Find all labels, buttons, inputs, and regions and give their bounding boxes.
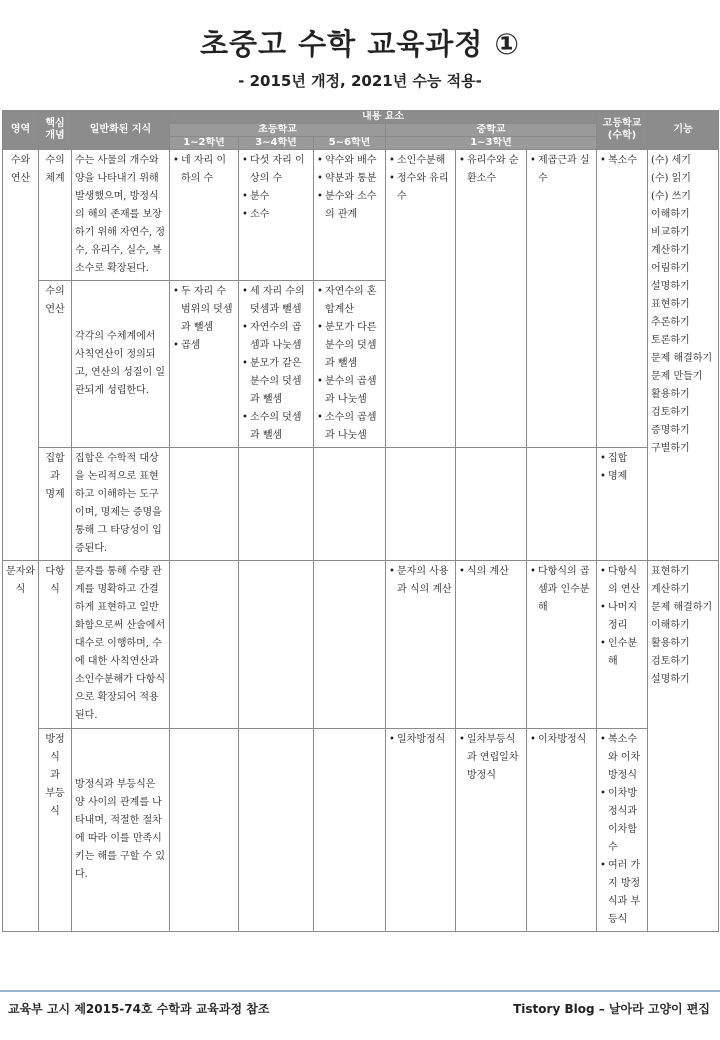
content-element-item: • 분모가 같은 분수의 덧셈과 뺄셈 bbox=[242, 355, 310, 409]
header-grade-5-6: 5~6학년 bbox=[314, 137, 386, 150]
grade-5-6-list bbox=[317, 152, 382, 224]
content-element-item: • 나머지 정리 bbox=[600, 599, 644, 635]
header-middle-grades: 1~3학년 bbox=[386, 137, 597, 150]
general-knowledge-cell: 문자를 통해 수량 관계를 명확하고 간결하게 표현하고 일반화함으로써 산술에서 대수로 이행하며, 수에 대한 사칙연산과 소인수분해가 다항식으로 확장되어 적용된다. bbox=[72, 561, 170, 729]
content-element-item: • 일차부등식과 연립일차방정식 bbox=[459, 731, 523, 785]
content-element-item: • 분수와 소수의 관계 bbox=[317, 188, 382, 224]
grade-3-4-list bbox=[242, 283, 310, 445]
content-element-item: • 약분과 통분 bbox=[317, 170, 382, 188]
content-element-item: • 명제 bbox=[600, 468, 644, 486]
content-element-item: • 분수 bbox=[242, 188, 310, 206]
footer-divider bbox=[0, 990, 720, 992]
concept-cell: 수의 연산 bbox=[39, 281, 72, 448]
concept-cell: 수의 체계 bbox=[39, 150, 72, 281]
function-item: 표현하기 bbox=[651, 566, 690, 577]
content-element-item: • 인수분해 bbox=[600, 635, 644, 671]
header-area: 영역 bbox=[3, 111, 39, 150]
function-item: 문제 해결하기 bbox=[651, 353, 713, 364]
function-item: 계산하기 bbox=[651, 584, 690, 595]
concept-cell: 방정식 과 부등식 bbox=[39, 729, 72, 932]
content-element-item: • 세 자리 수의 덧셈과 뺄셈 bbox=[242, 283, 310, 319]
content-element-item: • 이차방정식과 이차함수 bbox=[600, 785, 644, 857]
function-item: 검토하기 bbox=[651, 407, 690, 418]
content-element-item: • 곱셈 bbox=[173, 337, 235, 355]
function-list bbox=[651, 152, 715, 458]
content-element-item: • 분수의 곱셈과 나눗셈 bbox=[317, 373, 382, 409]
function-item: 구별하기 bbox=[651, 443, 690, 454]
content-element-item: • 집합 bbox=[600, 450, 644, 468]
function-list bbox=[651, 563, 715, 689]
content-element-item: • 일차방정식 bbox=[389, 731, 452, 749]
header-high-school: 고등학교 (수학) bbox=[597, 111, 648, 150]
concept-cell: 다항식 bbox=[39, 561, 72, 729]
middle-3-list bbox=[530, 563, 593, 617]
header-grade-3-4: 3~4학년 bbox=[239, 137, 314, 150]
function-item: 추론하기 bbox=[651, 317, 690, 328]
function-item: (수) 세기 bbox=[651, 155, 691, 166]
content-element-item: • 복소수 bbox=[600, 152, 644, 170]
function-item: (수) 읽기 bbox=[651, 173, 691, 184]
function-item: 어림하기 bbox=[651, 263, 690, 274]
concept-cell: 집합과 명제 bbox=[39, 448, 72, 561]
high-school-list bbox=[600, 563, 644, 671]
grade-5-6-list bbox=[317, 283, 382, 445]
middle-1-list bbox=[389, 152, 452, 206]
function-item: 계산하기 bbox=[651, 245, 690, 256]
high-school-list bbox=[600, 152, 644, 170]
content-element-item: • 제곱근과 실수 bbox=[530, 152, 593, 188]
table-row bbox=[3, 561, 719, 729]
function-item: 활용하기 bbox=[651, 638, 690, 649]
content-element-item: • 여러 가지 방정식과 부등식 bbox=[600, 857, 644, 929]
function-item: 비교하기 bbox=[651, 227, 690, 238]
content-element-item: • 다섯 자리 이상의 수 bbox=[242, 152, 310, 188]
middle-1-list bbox=[389, 731, 452, 749]
content-element-item: • 네 자리 이하의 수 bbox=[173, 152, 235, 188]
high-school-list bbox=[600, 450, 644, 486]
function-item: 설명하기 bbox=[651, 674, 690, 685]
function-item: 설명하기 bbox=[651, 281, 690, 292]
content-element-item: • 다항식의 곱셈과 인수분해 bbox=[530, 563, 593, 617]
table-row bbox=[3, 729, 719, 932]
middle-3-list bbox=[530, 152, 593, 188]
header-function: 기능 bbox=[648, 111, 719, 150]
table-row bbox=[3, 448, 719, 561]
content-element-item: • 문자의 사용과 식의 계산 bbox=[389, 563, 452, 599]
content-element-item: • 이차방정식 bbox=[530, 731, 593, 749]
header-elementary: 초등학교 bbox=[170, 124, 386, 137]
content-element-item: • 분모가 다른 분수의 덧셈과 뺄셈 bbox=[317, 319, 382, 373]
content-element-item: • 정수와 유리수 bbox=[389, 170, 452, 206]
footer-source: 교육부 고시 제2015-74호 수학과 교육과정 참조 bbox=[8, 1002, 270, 1016]
content-element-item: • 자연수의 혼합계산 bbox=[317, 283, 382, 319]
middle-2-list bbox=[459, 731, 523, 785]
header-general-knowledge: 일반화된 지식 bbox=[72, 111, 170, 150]
table-row bbox=[3, 150, 719, 281]
content-element-item: • 소수 bbox=[242, 206, 310, 224]
content-element-item: • 다항식의 연산 bbox=[600, 563, 644, 599]
function-item: 토론하기 bbox=[651, 335, 690, 346]
content-element-item: • 유리수와 순환소수 bbox=[459, 152, 523, 188]
function-item: 문제 해결하기 bbox=[651, 602, 713, 613]
general-knowledge-cell: 집합은 수학적 대상을 논리적으로 표현하고 이해하는 도구이며, 명제는 증명을 통해 그 타당성이 입증된다. bbox=[72, 448, 170, 561]
content-element-item: • 약수와 배수 bbox=[317, 152, 382, 170]
page-subtitle: - 2015년 개정, 2021년 수능 적용- bbox=[238, 72, 482, 90]
general-knowledge-cell: 방정식과 부등식은 양 사이의 관계를 나타내며, 적절한 절차에 따라 이를 만족시키는 해를 구할 수 있다. bbox=[72, 729, 170, 932]
content-element-item: • 복소수와 이차방정식 bbox=[600, 731, 644, 785]
page-title: 초중고 수학 교육과정 ① bbox=[200, 27, 520, 61]
header-middle: 중학교 bbox=[386, 124, 597, 137]
curriculum-table bbox=[2, 110, 719, 932]
header-content-elements: 내용 요소 bbox=[170, 111, 597, 124]
general-knowledge-cell: 수는 사물의 개수와 양을 나타내기 위해 발생했으며, 방정식의 해의 존재를 보장하기 위해 자연수, 정수, 유리수, 실수, 복소수로 확장된다. bbox=[72, 150, 170, 281]
middle-2-list bbox=[459, 563, 523, 581]
header-grade-1-2: 1~2학년 bbox=[170, 137, 239, 150]
content-element-item: • 소인수분해 bbox=[389, 152, 452, 170]
grade-1-2-list bbox=[173, 283, 235, 355]
function-item: 활용하기 bbox=[651, 389, 690, 400]
grade-3-4-list bbox=[242, 152, 310, 224]
content-element-item: • 소수의 덧셈과 뺄셈 bbox=[242, 409, 310, 445]
grade-1-2-list bbox=[173, 152, 235, 188]
middle-3-list bbox=[530, 731, 593, 749]
area-cell: 문자와 식 bbox=[3, 561, 39, 932]
content-element-item: • 식의 계산 bbox=[459, 563, 523, 581]
middle-2-list bbox=[459, 152, 523, 188]
middle-1-list bbox=[389, 563, 452, 599]
function-item: 표현하기 bbox=[651, 299, 690, 310]
high-school-list bbox=[600, 731, 644, 929]
function-item: 이해하기 bbox=[651, 620, 690, 631]
function-item: 증명하기 bbox=[651, 425, 690, 436]
general-knowledge-cell: 각각의 수체계에서 사칙연산이 정의되고, 연산의 성질이 일관되게 성립한다. bbox=[72, 281, 170, 448]
function-item: (수) 쓰기 bbox=[651, 191, 691, 202]
function-item: 검토하기 bbox=[651, 656, 690, 667]
header-core-concept: 핵심 개념 bbox=[39, 111, 72, 150]
area-cell: 수와 연산 bbox=[3, 150, 39, 561]
function-item: 이해하기 bbox=[651, 209, 690, 220]
footer-credit: Tistory Blog – 날아라 고양이 편집 bbox=[513, 1002, 710, 1016]
function-item: 문제 만들기 bbox=[651, 371, 703, 382]
content-element-item: • 두 자리 수 범위의 덧셈과 뺄셈 bbox=[173, 283, 235, 337]
content-element-item: • 소수의 곱셈과 나눗셈 bbox=[317, 409, 382, 445]
content-element-item: • 자연수의 곱셈과 나눗셈 bbox=[242, 319, 310, 355]
